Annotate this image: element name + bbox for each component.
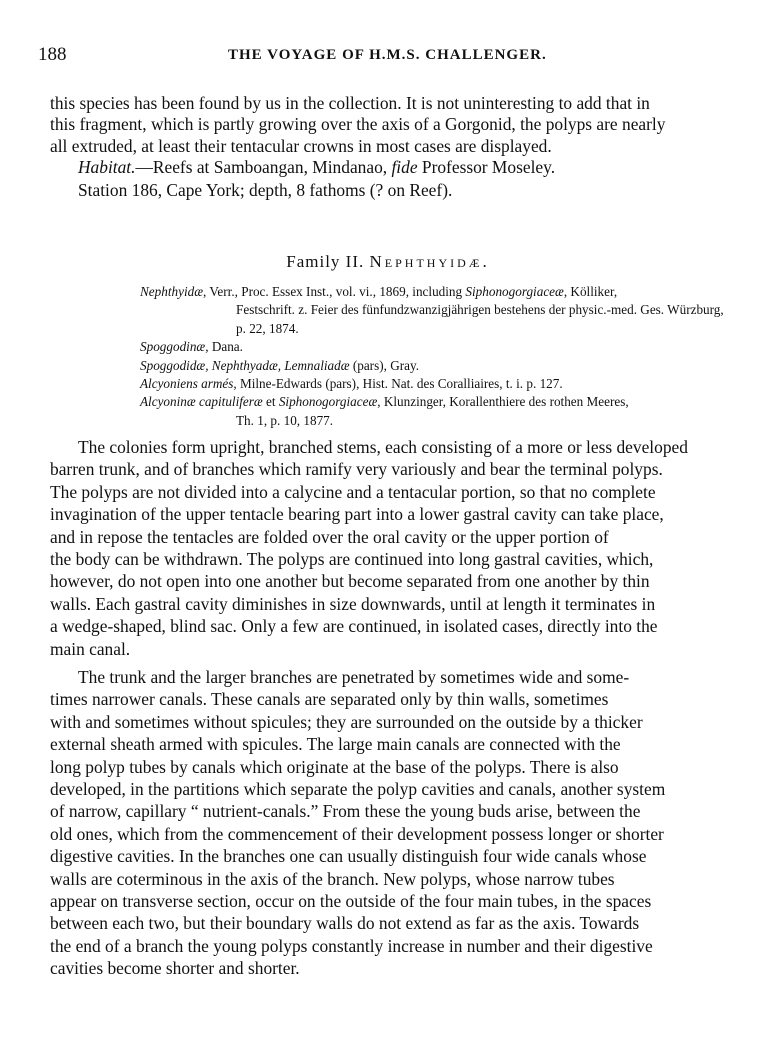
synonym-entry: Nephthyidæ, Verr., Proc. Essex Inst., vol. vi., 1869, including Siphonogorgiaceæ, Kölliker, Festschrift. z. Feier des fünfundzwanzigjährigen bestehens der physic.-med. Ges. Würzburg, p. 22, 1874. (140, 284, 724, 336)
text-line: invagination of the upper tentacle bearing part into a lower gastral cavity can take place, (50, 504, 664, 525)
text-line: of narrow, capillary “ nutrient-canals.” From these the young buds arise, between the (50, 801, 641, 822)
text-line: developed, in the partitions which separate the polyp cavities and canals, another system (50, 779, 666, 800)
synonymy-list (140, 283, 730, 430)
synonym-entry: Spoggodidæ, Nephthyadæ, Lemnaliadæ (pars), Gray. (140, 357, 419, 373)
habitat-text: —Reefs at Samboangan, Mindanao, (135, 157, 392, 177)
text-line: digestive cavities. In the branches one can usually distinguish four wide canals whose (50, 846, 647, 867)
text-line: times narrower canals. These canals are separated only by thin walls, sometimes (50, 689, 609, 710)
station-text: Station 186, Cape York; depth, 8 fathoms (? on Reef). (78, 180, 453, 200)
text-line: this fragment, which is partly growing over the axis of a Gorgonid, the polyps are nearly (50, 114, 666, 135)
text-line: cavities become shorter and shorter. (50, 958, 300, 979)
text-line: between each two, but their boundary walls do not extend as far as the axis. Towards (50, 913, 640, 934)
habitat-label: Habitat. (78, 157, 136, 177)
description-paragraph-1 (50, 436, 726, 660)
text-line: the end of a branch the young polyps constantly increase in number and their digestive (50, 935, 653, 956)
text-line: The polyps are not divided into a calycine and a tentacular portion, so that no complete (50, 481, 656, 502)
text-line: with and sometimes without spicules; they are surrounded on the outside by a thicker (50, 711, 643, 732)
text-line: walls are coterminous in the axis of the branch. New polyps, whose narrow tubes (50, 868, 615, 889)
continuation-paragraph (50, 93, 726, 157)
text-line: however, do not open into one another but become separated from one another by thin (50, 571, 650, 592)
synonym-entry: Spoggodinæ, Dana. (140, 339, 243, 355)
text-line: the body can be withdrawn. The polyps are continued into long gastral cavities, which, (50, 549, 654, 570)
text-line: a wedge-shaped, blind sac. Only a few are continued, in isolated cases, directly into the (50, 616, 658, 637)
text-line: and in repose the tentacles are folded over the oral cavity or the upper portion of (50, 526, 609, 547)
text-line: walls. Each gastral cavity diminishes in size downwards, until at length it terminates in (50, 593, 656, 614)
description-paragraph-2 (50, 666, 726, 980)
station-line (50, 180, 726, 201)
text-line: external sheath armed with spicules. The large main canals are connected with the (50, 734, 621, 755)
synonym-entry: Alcyoninæ capituliferæ et Siphonogorgiaceæ, Klunzinger, Korallenthiere des rothen Meeres, Th. 1, p. 10, 1877. (140, 394, 629, 428)
page-number: 188 (38, 44, 67, 65)
habitat-text-end: Professor Moseley. (417, 157, 556, 177)
habitat-line (50, 157, 726, 178)
text-line: The colonies form upright, branched stems, each consisting of a more or less developed (78, 437, 688, 457)
page-header (38, 44, 738, 68)
running-title: THE VOYAGE OF H.M.S. CHALLENGER. (228, 47, 547, 63)
family-heading (0, 252, 776, 272)
synonym-entry: Alcyoniens armés, Milne-Edwards (pars), Hist. Nat. des Coralliaires, t. i. p. 127. (140, 376, 563, 392)
text-line: barren trunk, and of branches which ramify very variously and bear the terminal polyps. (50, 459, 663, 480)
text-line: The trunk and the larger branches are penetrated by sometimes wide and some- (78, 667, 630, 687)
habitat-fide: fide (391, 157, 418, 177)
text-line: all extruded, at least their tentacular crowns in most cases are displayed. (50, 135, 552, 156)
family-heading-name: Nephthyidæ. (369, 252, 490, 271)
text-line: appear on transverse section, occur on the outside of the four main tubes, in the spaces (50, 891, 652, 912)
family-heading-prefix: Family II. (286, 252, 370, 271)
text-line: long polyp tubes by canals which originate at the base of the polyps. There is also (50, 756, 619, 777)
text-line: old ones, which from the commencement of their development possess longer or shorter (50, 823, 664, 844)
text-line: main canal. (50, 638, 131, 659)
text-line: this species has been found by us in the collection. It is not uninteresting to add that in (50, 93, 650, 113)
